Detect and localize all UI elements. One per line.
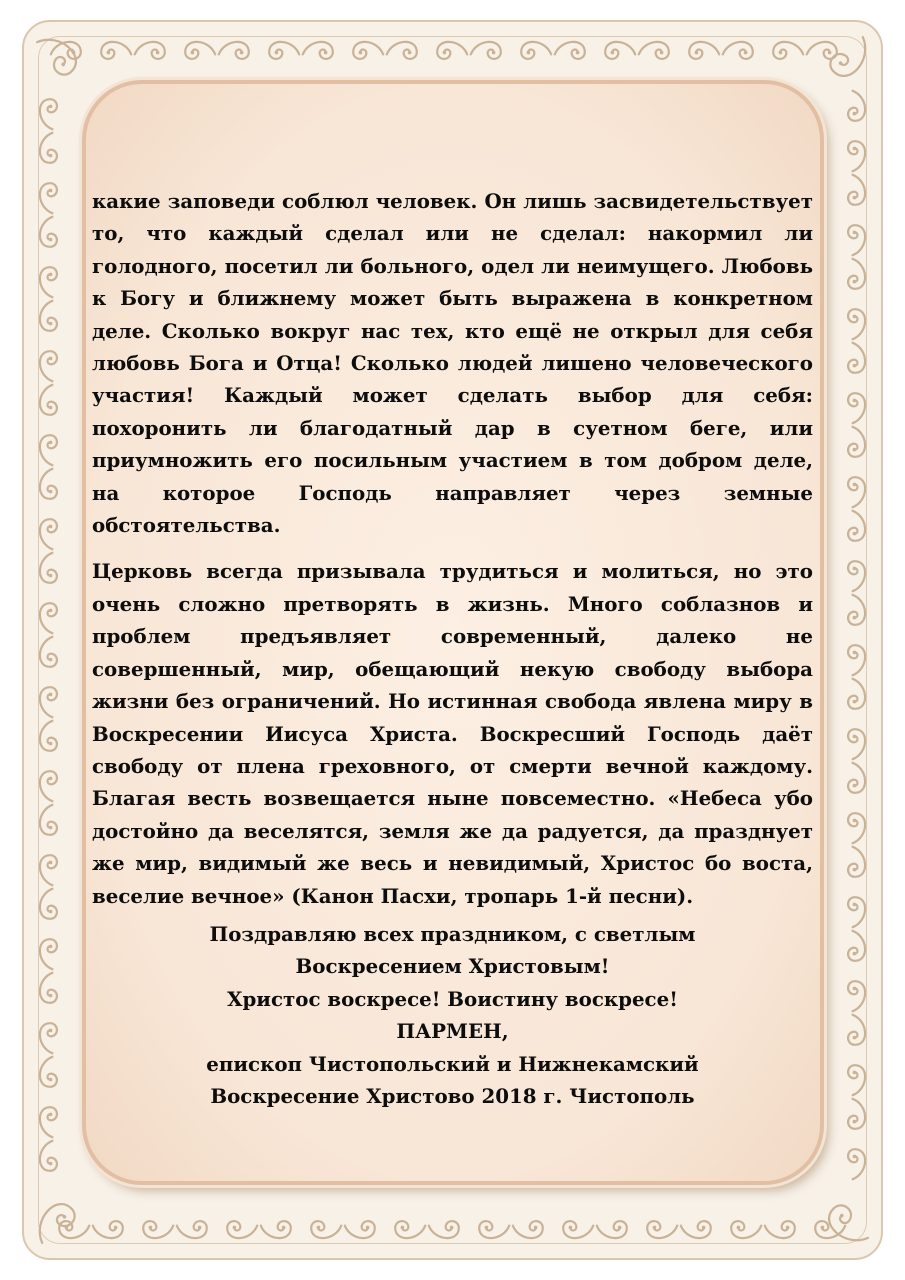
paragraph-2: Церковь всегда призывала трудиться и молиться, но это очень сложно претворять в жизнь. Много соблазнов и проблем предъявляет современный, далеко не совершенный, мир, обещающий некую свободу выбора жизни без ограничений. Но истинная свобода явлена миру в Воскресении Иисуса Христа. Воскресший Господь даёт свободу от плена греховного, от смерти вечной каждому. Благая весть возвещается ныне повсеместно. «Небеса убо достойно да веселятся, земля же да радуется, да празднует же мир, видимый же весь и невидимый, Христос бо воста, веселие вечное» (Канон Пасхи, тропарь 1-й песни). bbox=[92, 559, 813, 908]
closing-block bbox=[92, 918, 813, 1112]
signature-name: ПАРМЕН, bbox=[396, 1019, 509, 1044]
easter-exclamation: Христос воскресе! Воистину воскресе! bbox=[227, 986, 678, 1011]
letter-body bbox=[92, 185, 813, 1112]
date-place: Воскресение Христово 2018 г. Чистополь bbox=[210, 1083, 695, 1108]
greeting-line-1: Поздравляю всех праздником, с светлым bbox=[209, 921, 696, 946]
signature-title: епископ Чистопольский и Нижнекамский bbox=[206, 1051, 699, 1076]
paragraph-1: какие заповеди соблюл человек. Он лишь засвидетельствует то, что каждый сделал или не сделал: накормил ли голодного, посетил ли больного, одел ли неимущего. Любовь к Богу и ближнему может быть выражена в конкретном деле. Сколько вокруг нас тех, кто ещё не открыл для себя любовь Бога и Отца! Сколько людей лишено человеческого участия! Каждый может сделать выбор для себя: похоронить ли благодатный дар в суетном беге, или приумножить его посильным участием в том добром деле, на которое Господь направляет через земные обстоятельства. bbox=[92, 189, 813, 538]
greeting-line-2: Воскресением Христовым! bbox=[295, 954, 610, 979]
